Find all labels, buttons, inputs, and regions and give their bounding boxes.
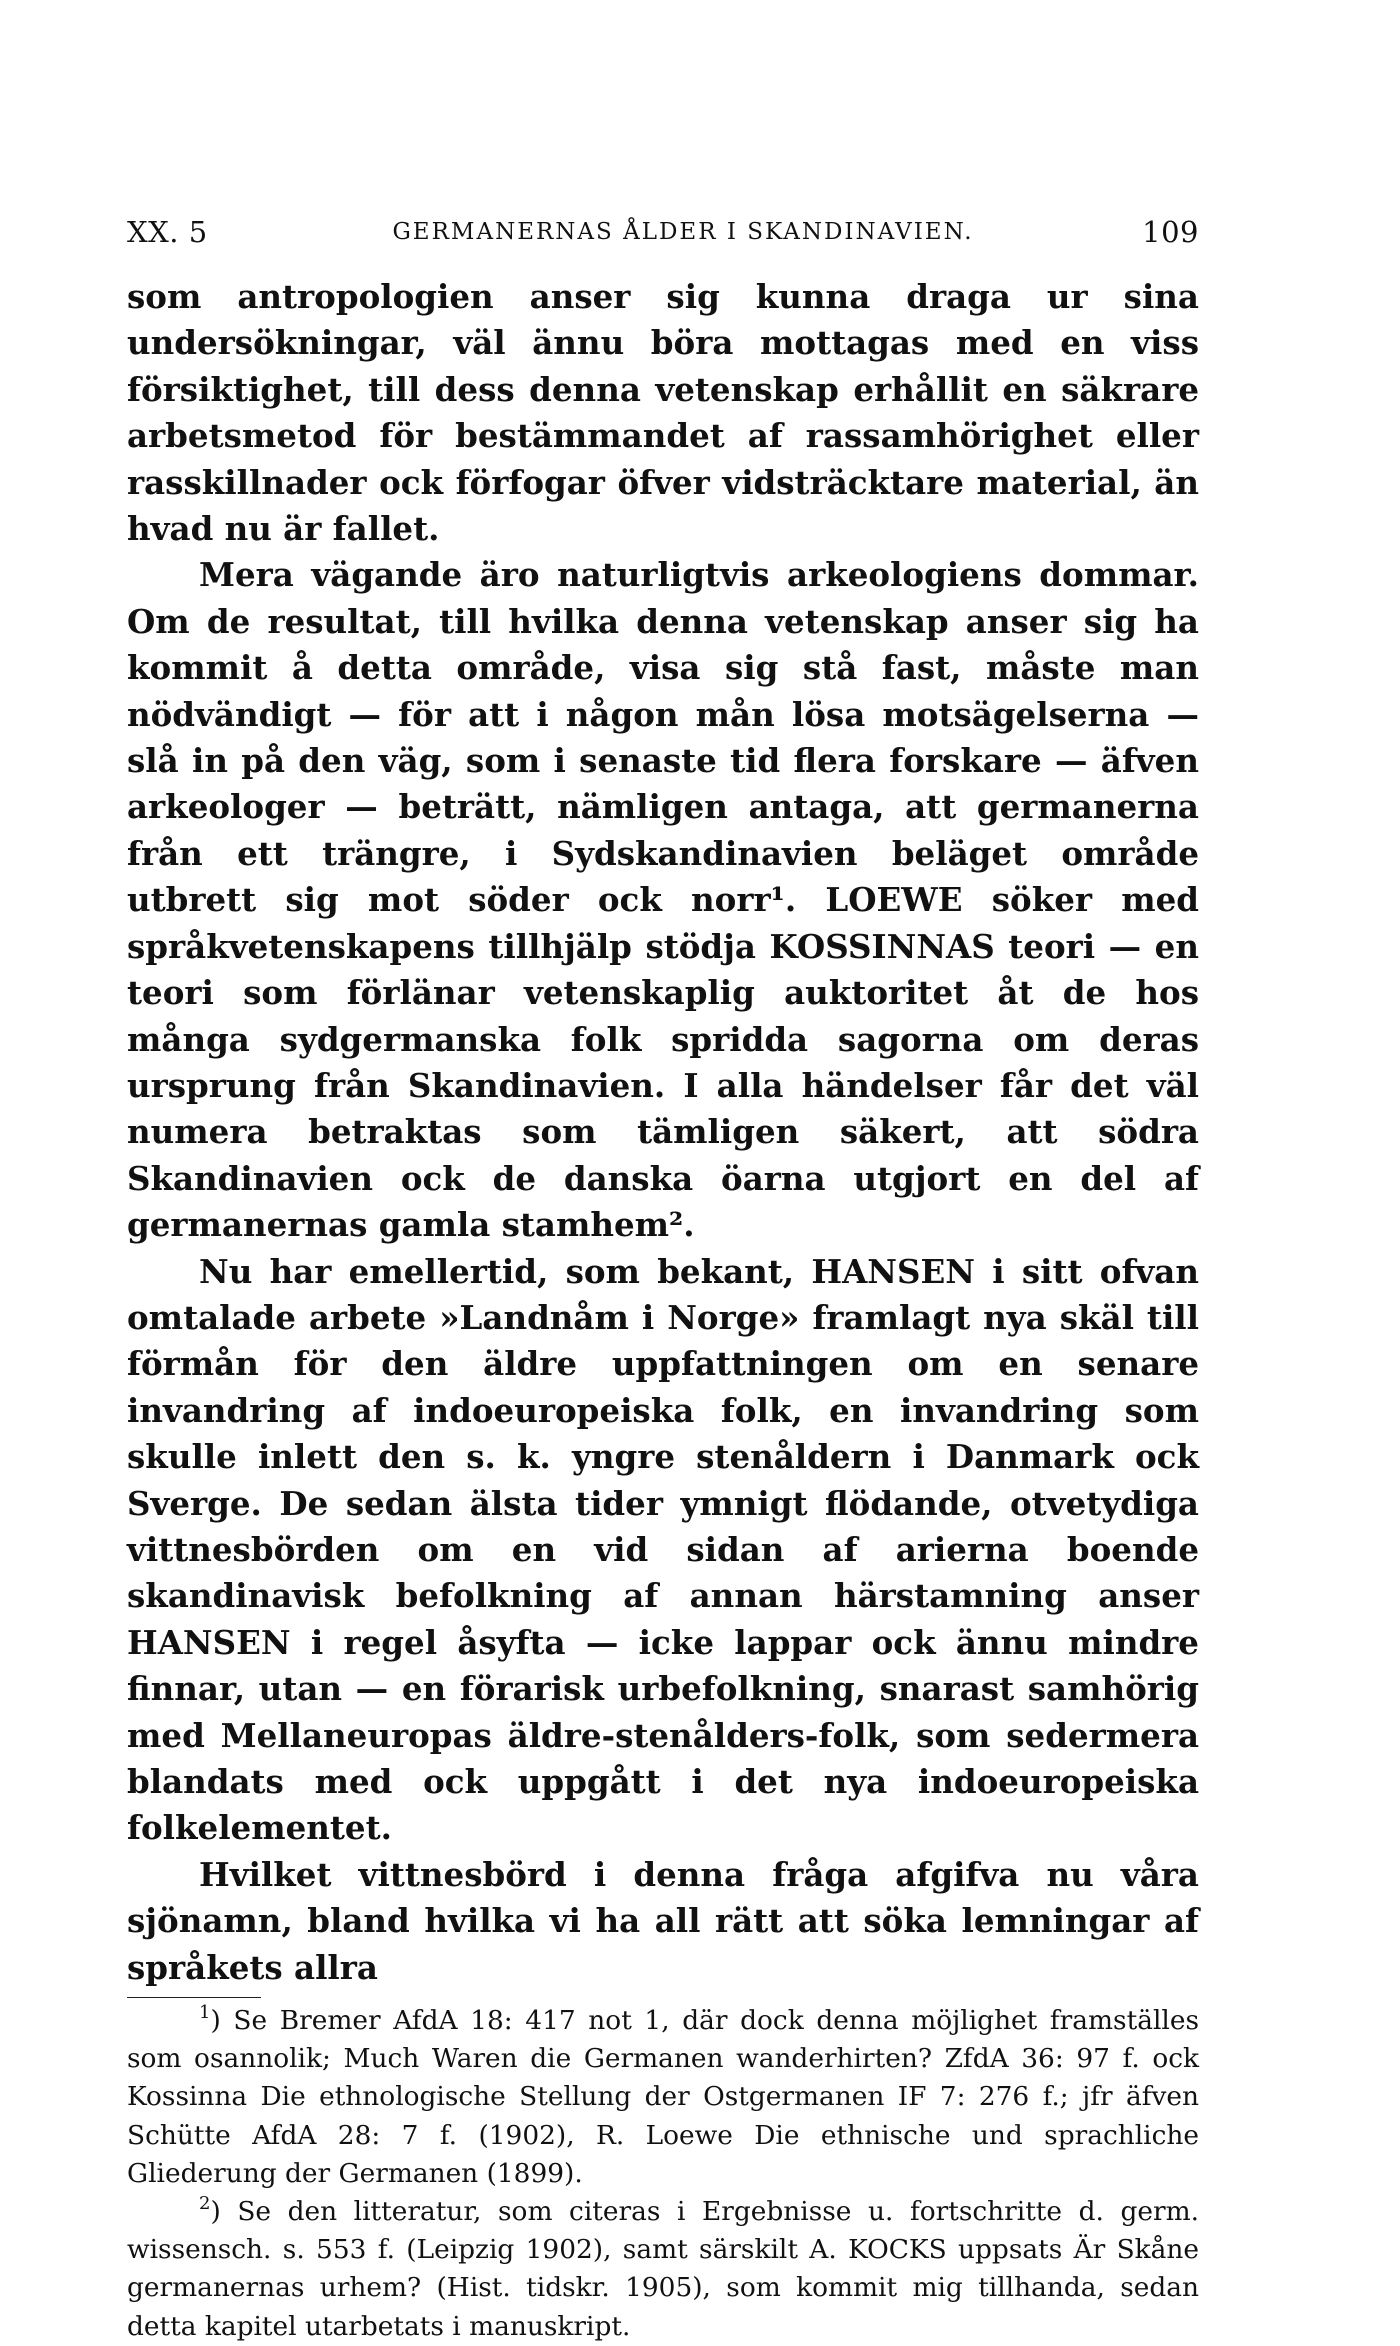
book-page bbox=[127, 208, 1199, 2346]
paragraph-3: Nu har emellertid, som bekant, HANSEN i sitt ofvan omtalade arbete »Landnåm i Norge» framlagt nya skäl till förmån för den äldre uppfattningen om en senare invandring af indoeuropeiska folk, en invandring som skulle inlett den s. k. yngre stenåldern i Danmark ock Sverge. De sedan älsta tider ymnigt flödande, otvetydiga vittnesbörden om en vid sidan af arierna boende skandinavisk befolkning af annan härstamning anser HANSEN i regel åsyfta — icke lappar ock ännu mindre finnar, utan — en förarisk urbefolkning, snarast samhörig med Mellaneuropas äldre-stenålders-folk, som sedermera blandats med ock uppgått i det nya indoeuropeiska folkelementet. bbox=[127, 1251, 1199, 1848]
footnote-2 bbox=[127, 2193, 1199, 2346]
paragraph-1: som antropologien anser sig kunna draga ur sina undersökningar, väl ännu böra mottagas med en viss försiktighet, till dess denna vetenskap erhållit en säkrare arbetsmetod för bestämmandet af rassamhörighet eller rasskillnader ock förfogar öfver vidsträcktare material, än hvad nu är fallet. bbox=[127, 277, 1199, 549]
footnote-1 bbox=[127, 2002, 1199, 2193]
paragraph-2: Mera vägande äro naturligtvis arkeologiens dommar. Om de resultat, till hvilka denna vetenskap anser sig ha kommit å detta område, visa sig stå fast, måste man nödvändigt — för att i någon mån lösa motsägelserna — slå in på den väg, som i senaste tid flera forskare — äfven arkeologer — beträtt, nämligen antaga, att germanerna från ett trängre, i Sydskandinavien beläget område utbrett sig mot söder ock norr¹. LOEWE söker med språkvetenskapens tillhjälp stödja KOSSINNAS teori — en teori som förlänar vetenskaplig auktoritet åt de hos många sydgermanska folk spridda sagorna om deras ursprung från Skandinavien. I alla händelser får det väl numera betraktas som tämligen säkert, att södra Skandinavien ock de danska öarna utgjort en del af germanernas gamla stamhem². bbox=[127, 555, 1199, 1245]
footnotes bbox=[127, 2002, 1199, 2346]
footnote-text: ) Se Bremer AfdA 18: 417 not 1, där dock denna möjlighet framställes som osannolik; Much Waren die Germanen wanderhirten? ZfdA 36: 97 f. ock Kossinna Die ethnologische Stellung der Ostgermanen IF 7: 276 f.; jfr äfven Schütte AfdA 28: 7 f. (1902), R. Loewe Die ethnische und sprachliche Gliederung der Germanen (1899). bbox=[127, 2005, 1199, 2189]
running-head bbox=[127, 208, 1199, 256]
footnote-mark: 2 bbox=[199, 2193, 211, 2215]
page-number: 109 bbox=[1142, 215, 1199, 249]
footnote-text: ) Se den litteratur, som citeras i Ergebnisse u. fortschritte d. germ. wissensch. s. 553 f. (Leipzig 1902), samt särskilt A. KOCKS uppsats Är Skåne germanernas urhem? (Hist. tidskr. 1905), som kommit mig tillhanda, sedan detta kapitel utarbetats i manuskript. bbox=[127, 2196, 1199, 2342]
running-title: GERMANERNAS ÅLDER I SKANDINAVIEN. bbox=[392, 219, 974, 245]
chapter-number: XX. 5 bbox=[127, 215, 208, 249]
paragraph-4: Hvilket vittnesbörd i denna fråga afgifva nu våra sjönamn, bland hvilka vi ha all rätt att söka lemningar af språkets allra bbox=[127, 1854, 1199, 1987]
footnote-divider bbox=[127, 1997, 261, 1998]
body-text bbox=[127, 274, 1199, 1991]
footnote-mark: 1 bbox=[199, 2002, 211, 2024]
